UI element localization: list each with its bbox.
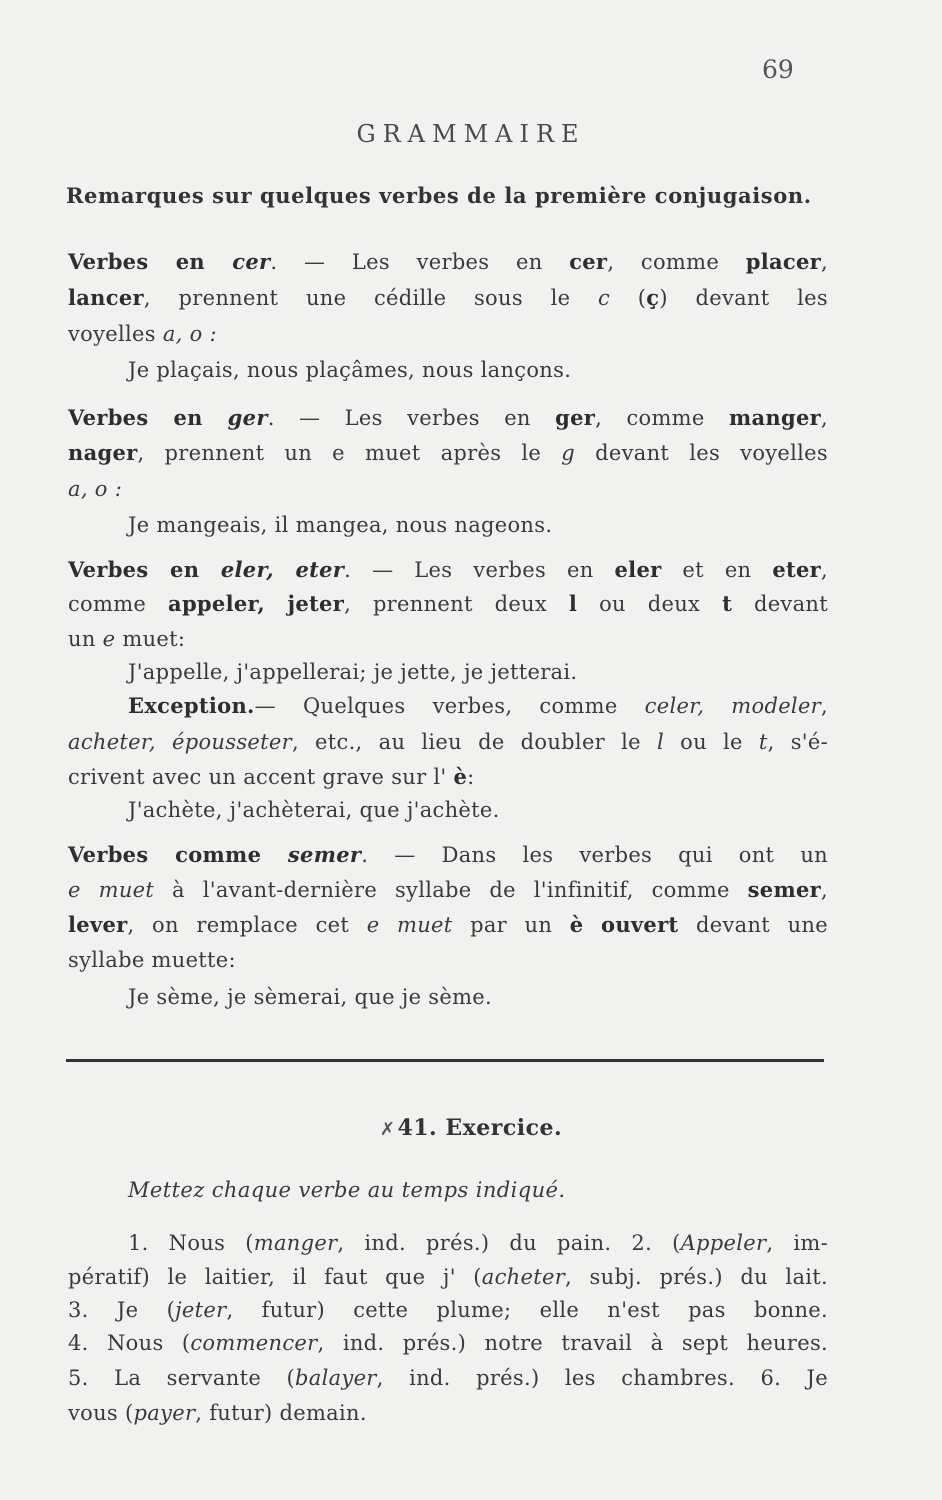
paragraph-line: Verbes en eler, eter. — Les verbes en eler et en eter, (68, 557, 828, 582)
paragraph-line: a, o : (68, 477, 123, 501)
paragraph-line: syllabe muette: (68, 948, 236, 972)
example-line: Je plaçais, nous plaçâmes, nous lançons. (128, 358, 572, 382)
check-mark-icon: ✗ (379, 1119, 396, 1140)
exercise-line: vous (payer, futur) demain. (68, 1401, 367, 1425)
paragraph-line: un e muet: (68, 627, 186, 651)
divider-rule (66, 1059, 824, 1062)
example-line: Je mangeais, il mangea, nous nageons. (128, 513, 553, 537)
paragraph-line: Verbes en ger. — Les verbes en ger, comme manger, (68, 405, 828, 430)
exercise-instruction: Mettez chaque verbe au temps indiqué. (128, 1178, 566, 1202)
section-title: GRAMMAIRE (356, 120, 586, 148)
heading: Remarques sur quelques verbes de la première conjugaison. (66, 183, 812, 208)
paragraph-line: Exception.— Quelques verbes, comme celer, modeler, (128, 693, 828, 718)
exercise-line: 5. La servante (balayer, ind. prés.) les chambres. 6. Je (68, 1366, 828, 1390)
paragraph-line: Verbes en cer. — Les verbes en cer, comme placer, (68, 249, 828, 274)
example-line: J'achète, j'achèterai, que j'achète. (128, 798, 500, 822)
paragraph-line: comme appeler, jeter, prennent deux l ou deux t devant (68, 591, 828, 616)
paragraph-line: nager, prennent un e muet après le g devant les voyelles (68, 440, 828, 465)
exercise-line: 4. Nous (commencer, ind. prés.) notre travail à sept heures. (68, 1331, 828, 1355)
exercise-line: 1. Nous (manger, ind. prés.) du pain. 2. (Appeler, im- (128, 1231, 828, 1255)
exercise-title: ✗41. Exercice. (379, 1115, 563, 1141)
paragraph-line: e muet à l'avant-dernière syllabe de l'infinitif, comme semer, (68, 877, 828, 902)
paragraph-line: Verbes comme semer. — Dans les verbes qui ont un (68, 842, 828, 867)
paragraph-line: voyelles a, o : (68, 322, 217, 346)
paragraph-line: lever, on remplace cet e muet par un è ouvert devant une (68, 912, 828, 937)
page-number: 69 (762, 55, 794, 84)
example-line: J'appelle, j'appellerai; je jette, je jetterai. (128, 660, 578, 684)
exercise-line: pératif) le laitier, il faut que j' (acheter, subj. prés.) du lait. (68, 1265, 828, 1289)
paragraph-line: lancer, prennent une cédille sous le c (ç) devant les (68, 285, 828, 310)
example-line: Je sème, je sèmerai, que je sème. (128, 985, 493, 1009)
paragraph-line: acheter, épousseter, etc., au lieu de doubler le l ou le t, s'é- (68, 730, 828, 754)
exercise-line: 3. Je (jeter, futur) cette plume; elle n'est pas bonne. (68, 1298, 828, 1322)
paragraph-line: crivent avec un accent grave sur l' è: (68, 764, 475, 789)
